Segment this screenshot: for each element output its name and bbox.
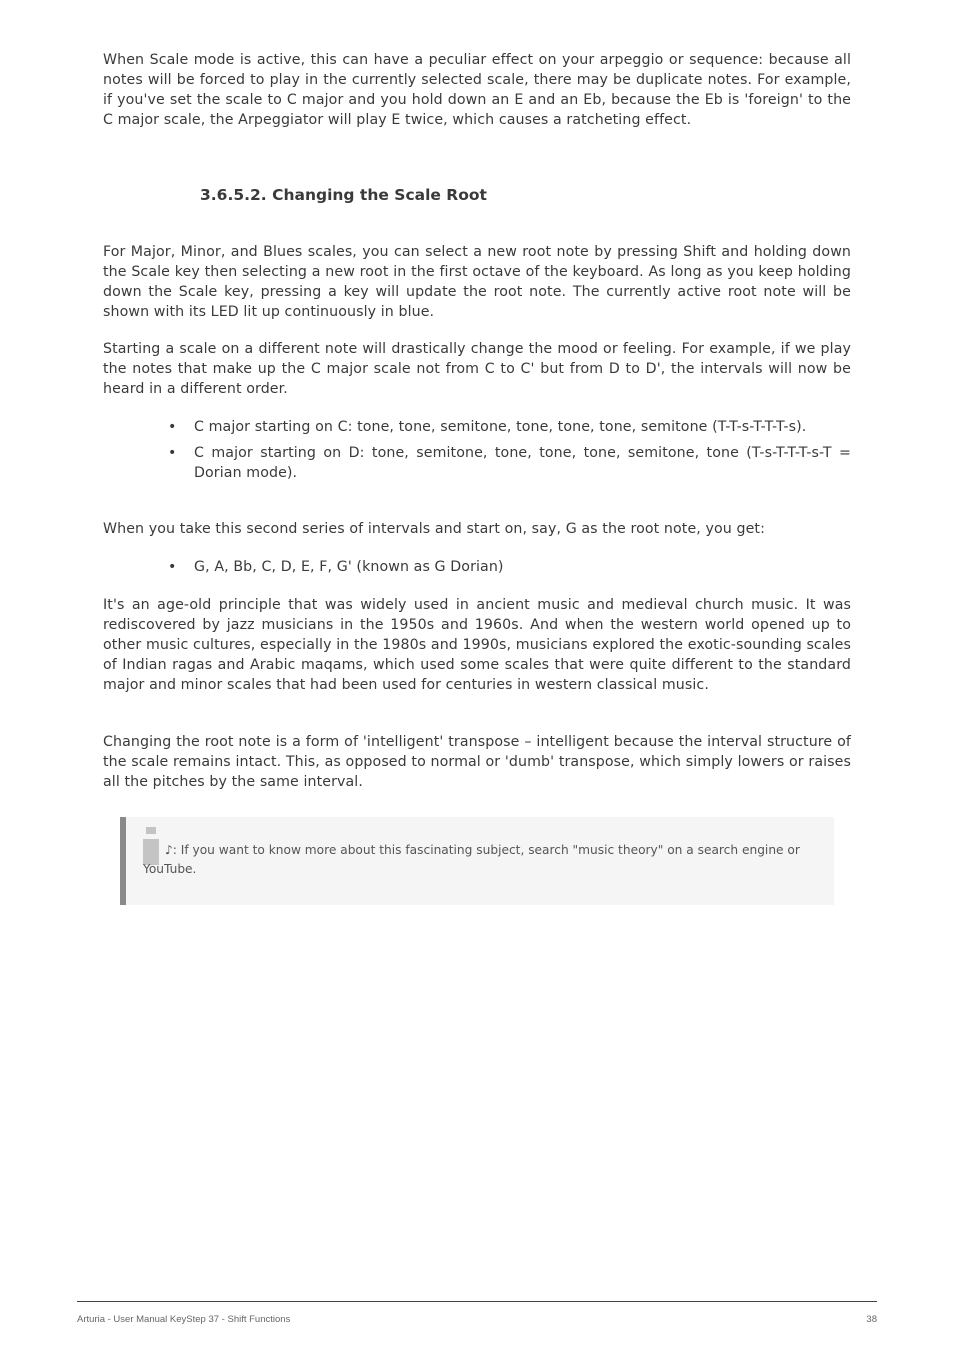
bullet-glyph: • [168, 559, 177, 575]
info-note-text: ♪: If you want to know more about this fascinating subject, search "music theory" on a search engine or YouTube. [143, 843, 800, 876]
footer-title: Arturia - User Manual KeyStep 37 - Shift Functions [77, 1314, 291, 1325]
g-dorian-bullet-list [168, 558, 851, 578]
list-item [168, 558, 851, 578]
list-item-text: G, A, Bb, C, D, E, F, G' (known as G Dorian) [194, 559, 504, 575]
list-item [168, 444, 851, 484]
bullet-glyph: • [168, 419, 177, 435]
list-item-text: C major starting on C: tone, tone, semitone, tone, tone, tone, semitone (T-T-s-T-T-T-s). [194, 419, 807, 435]
paragraph-second-series: When you take this second series of intervals and start on, say, G as the root note, you get: [103, 521, 765, 537]
page-number: 38 [866, 1314, 877, 1325]
section-heading: 3.6.5.2. Changing the Scale Root [200, 186, 487, 204]
footer-divider [77, 1301, 877, 1302]
paragraph-intelligent-transpose: Changing the root note is a form of 'intelligent' transpose – intelligent because the interval structure of the scale remains intact. This, as opposed to normal or 'dumb' transpose, which simply lowers or raises all the pitches by the same interval. [103, 734, 851, 790]
list-item [168, 418, 851, 438]
paragraph-different-note: Starting a scale on a different note will drastically change the mood or feeling. For example, if we play the notes that make up the C major scale not from C to C' but from D to D', the intervals will now be heard in a different order. [103, 341, 851, 397]
paragraph-scale-mode-effect: When Scale mode is active, this can have a peculiar effect on your arpeggio or sequence: because all notes will be forced to play in the currently selected scale, there may be duplicate notes. For example, if you've set the scale to C major and you hold down an E and an Eb, because the Eb is 'foreign' to the C major scale, the Arpeggiator will play E twice, which causes a ratcheting effect. [103, 52, 851, 128]
bullet-glyph: • [168, 444, 177, 461]
list-item-text: C major starting on D: tone, semitone, tone, tone, tone, semitone, tone (T-s-T-T-T-s-T = Dorian mode). [194, 444, 851, 481]
info-note-box [120, 817, 834, 905]
paragraph-history: It's an age-old principle that was widely used in ancient music and medieval church music. It was rediscovered by jazz musicians in the 1950s and 1960s. And when the western world opened up to other music cultures, especially in the 1980s and 1990s, musicians explored the exotic-sounding scales of Indian ragas and Arabic maqams, which used some scales that were quite different to the standard major and minor scales that had been used for centuries in western classical music. [103, 597, 851, 693]
paragraph-select-root: For Major, Minor, and Blues scales, you can select a new root note by pressing Shift and holding down the Scale key then selecting a new root in the first octave of the keyboard. As long as you keep holding down the Scale key, pressing a key will update the root note. The currently active root note will be shown with its LED lit up continuously in blue. [103, 244, 851, 320]
interval-bullet-list [168, 418, 851, 484]
